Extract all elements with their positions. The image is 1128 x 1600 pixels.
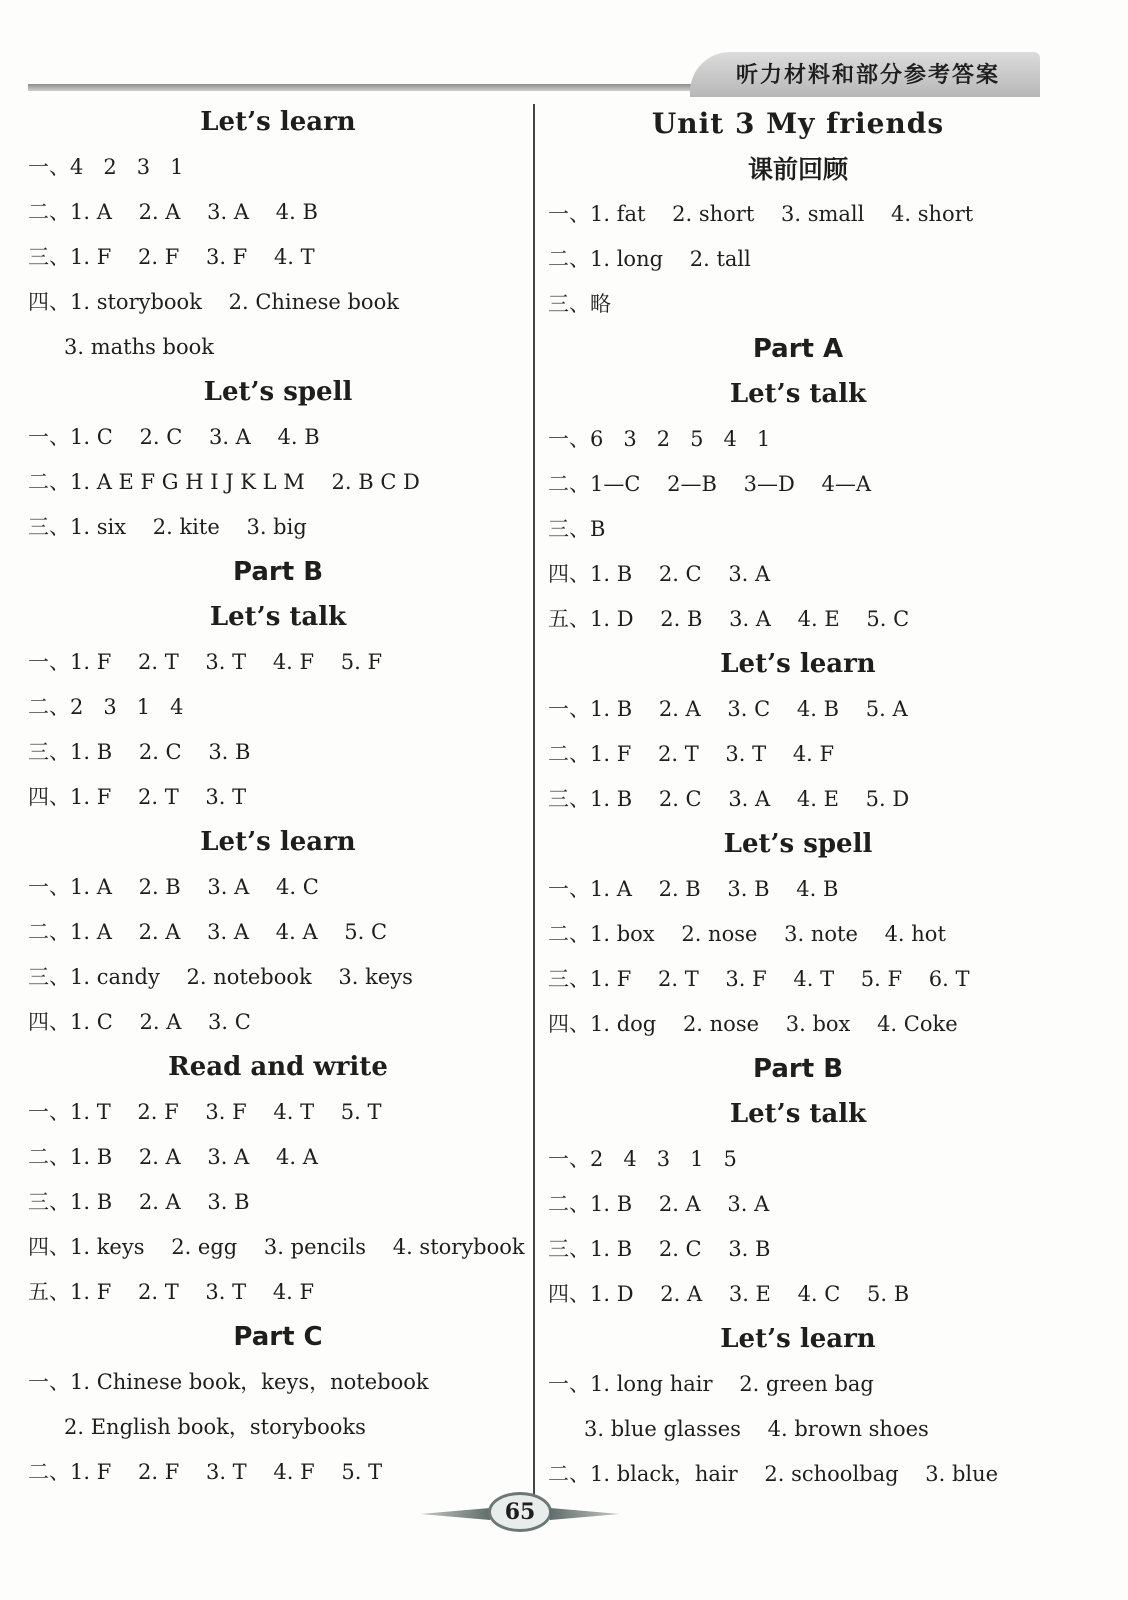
answer-line: 一、1. C 2. C 3. A 4. B [28, 425, 320, 449]
answer-line: 二、1. A 2. A 3. A 4. A 5. C [28, 920, 388, 944]
answer-line: 二、1—C 2—B 3—D 4—A [548, 472, 872, 496]
review-heading: 课前回顾 [747, 155, 848, 184]
answer-line: 三、1. B 2. A 3. B [28, 1190, 250, 1214]
answer-line: 一、1. F 2. T 3. T 4. F 5. F [28, 650, 383, 674]
answer-line: 一、1. B 2. A 3. C 4. B 5. A [548, 697, 908, 721]
section-heading: Let’s learn [720, 1324, 876, 1354]
part-heading: Part B [752, 1054, 844, 1084]
answer-line: 四、1. B 2. C 3. A [548, 562, 771, 586]
answer-line: 一、1. A 2. B 3. A 4. C [28, 875, 319, 899]
answer-line: 五、1. D 2. B 3. A 4. E 5. C [548, 607, 910, 631]
answer-line: 二、1. B 2. A 3. A [548, 1192, 770, 1216]
part-heading: Part C [233, 1322, 323, 1352]
answer-line: 二、1. F 2. F 3. T 4. F 5. T [28, 1460, 383, 1484]
left-column [28, 100, 528, 1495]
unit-title: Unit 3 My friends [651, 107, 945, 140]
section-heading: Let’s learn [200, 827, 356, 857]
answer-line: 四、1. D 2. A 3. E 4. C 5. B [548, 1282, 910, 1306]
answer-line: 三、1. F 2. F 3. F 4. T [28, 245, 315, 269]
header-title: 听力材料和部分参考答案 [690, 52, 1040, 97]
column-divider [533, 104, 535, 1524]
answer-line: 三、1. candy 2. notebook 3. keys [28, 965, 413, 989]
answer-line: 一、4 2 3 1 [28, 155, 184, 179]
ornament-left-wing [420, 1508, 490, 1520]
answer-line: 四、1. storybook 2. Chinese book [28, 290, 399, 314]
answer-line: 四、1. F 2. T 3. T [28, 785, 247, 809]
answer-line: 3. maths book [64, 335, 215, 359]
answer-line: 一、1. fat 2. short 3. small 4. short [548, 202, 974, 226]
answer-line: 四、1. C 2. A 3. C [28, 1010, 251, 1034]
answer-line: 一、1. T 2. F 3. F 4. T 5. T [28, 1100, 382, 1124]
section-heading: Let’s spell [723, 829, 873, 859]
answer-line: 一、6 3 2 5 4 1 [548, 427, 771, 451]
answer-line: 二、1. long 2. tall [548, 247, 751, 271]
section-heading: Let’s spell [203, 377, 353, 407]
answer-line: 四、1. keys 2. egg 3. pencils 4. storybook [28, 1235, 525, 1259]
answer-line: 3. blue glasses 4. brown shoes [584, 1417, 929, 1441]
answer-line: 二、1. F 2. T 3. T 4. F [548, 742, 835, 766]
answer-line: 一、1. long hair 2. green bag [548, 1372, 874, 1396]
section-heading: Let’s learn [200, 107, 356, 137]
part-heading: Part B [232, 557, 324, 587]
answer-line: 三、1. B 2. C 3. A 4. E 5. D [548, 787, 910, 811]
answer-line: 一、2 4 3 1 5 [548, 1147, 737, 1171]
answer-line: 三、1. six 2. kite 3. big [28, 515, 307, 539]
answer-line: 二、1. A E F G H I J K L M 2. B C D [28, 470, 420, 494]
answer-line: 二、2 3 1 4 [28, 695, 184, 719]
page-number-ornament [420, 1490, 620, 1540]
answer-line: 二、1. A 2. A 3. A 4. B [28, 200, 318, 224]
answer-line: 二、1. B 2. A 3. A 4. A [28, 1145, 318, 1169]
section-heading: Let’s talk [209, 602, 347, 632]
section-heading: Let’s talk [729, 379, 867, 409]
answer-line: 二、1. black，hair 2. schoolbag 3. blue [548, 1462, 999, 1486]
right-column [548, 100, 1048, 1497]
answer-line: 二、1. box 2. nose 3. note 4. hot [548, 922, 946, 946]
answer-line: 三、1. B 2. C 3. B [28, 740, 251, 764]
answer-line: 一、1. A 2. B 3. B 4. B [548, 877, 839, 901]
answer-line: 三、略 [548, 292, 611, 316]
answer-line: 四、1. dog 2. nose 3. box 4. Coke [548, 1012, 958, 1036]
section-heading: Let’s talk [729, 1099, 867, 1129]
answer-line: 2. English book，storybooks [64, 1415, 366, 1439]
ornament-right-wing [550, 1508, 620, 1520]
part-heading: Part A [752, 334, 844, 364]
answer-line: 三、B [548, 517, 606, 541]
answer-line: 三、1. F 2. T 3. F 4. T 5. F 6. T [548, 967, 970, 991]
answer-line: 五、1. F 2. T 3. T 4. F [28, 1280, 315, 1304]
header-rule [28, 84, 718, 91]
answer-line: 三、1. B 2. C 3. B [548, 1237, 771, 1261]
section-heading: Let’s learn [720, 649, 876, 679]
section-heading: Read and write [168, 1052, 388, 1082]
page-number: 65 [488, 1492, 552, 1532]
answer-line: 一、1. Chinese book，keys，notebook [28, 1370, 429, 1394]
